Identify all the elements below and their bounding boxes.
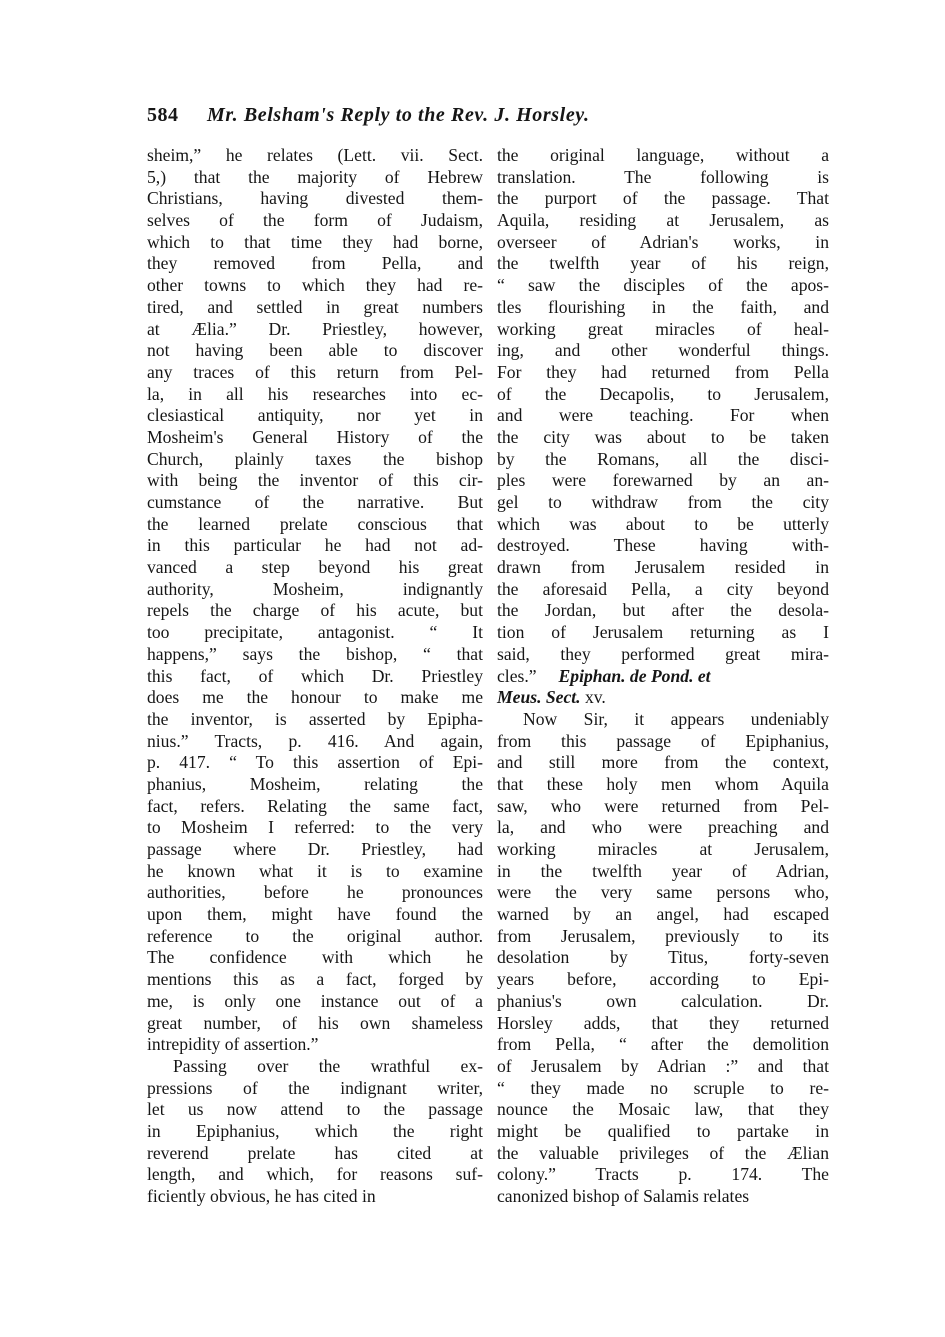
text-line: were the very same persons who, <box>497 882 829 903</box>
text-line: Aquila, residing at Jerusalem, as <box>497 210 829 231</box>
text-line: might be qualified to partake in <box>497 1120 829 1141</box>
text-line: phanius, Mosheim, relating the <box>147 773 483 794</box>
left-column <box>147 145 483 1208</box>
text-line: of the Decapolis, to Jerusalem, <box>497 383 829 404</box>
text-line: Mosheim's General History of the <box>147 426 483 447</box>
text-line: For they had returned from Pella <box>497 361 829 382</box>
text-line: clesiastical antiquity, nor yet in <box>147 405 483 426</box>
text-line: selves of the form of Judaism, <box>147 210 483 231</box>
text-line: length, and which, for reasons suf- <box>147 1164 483 1185</box>
text-line: Christians, having divested them- <box>147 188 483 209</box>
text-line: cles.” Epiphan. de Pond. et <box>497 665 711 686</box>
text-line: Now Sir, it appears undeniably <box>523 708 829 729</box>
text-line: la, in all his researches into ec- <box>147 383 483 404</box>
text-line: reverend prelate has cited at <box>147 1142 483 1163</box>
text-line: in the twelfth year of Adrian, <box>497 860 829 881</box>
text-line: fact, refers. Relating the same fact, <box>147 795 483 816</box>
text-line: from Jerusalem, previously to its <box>497 925 829 946</box>
text-line: at Ælia.” Dr. Priestley, however, <box>147 318 483 339</box>
text-line: saw, who were returned from Pel- <box>497 795 829 816</box>
text-line: ples were forewarned by an an- <box>497 470 829 491</box>
text-line: nounce the Mosaic law, that they <box>497 1099 829 1120</box>
text-line: to Mosheim I referred: to the very <box>147 817 483 838</box>
text-line: other towns to which they had re- <box>147 275 483 296</box>
text-line: that these holy men whom Aquila <box>497 773 829 794</box>
text-line: from Pella, “ after the demolition <box>497 1034 829 1055</box>
text-line: vanced a step beyond his great <box>147 557 483 578</box>
text-line: and still more from the context, <box>497 752 829 773</box>
text-line: 5,) that the majority of Hebrew <box>147 166 483 187</box>
text-line: happens,” says the bishop, “ that <box>147 643 483 664</box>
text-line: any traces of this return from Pel- <box>147 361 483 382</box>
running-header <box>147 104 827 130</box>
text-line: not having been able to discover <box>147 340 483 361</box>
text-line: ficiently obvious, he has cited in <box>147 1186 376 1206</box>
text-line: let us now attend to the passage <box>147 1099 483 1120</box>
text-line: the learned prelate conscious that <box>147 513 483 534</box>
text-line: the twelfth year of his reign, <box>497 253 829 274</box>
text-line: sheim,” he relates (Lett. vii. Sect. <box>147 145 483 165</box>
text-line: tired, and settled in great numbers <box>147 296 483 317</box>
text-line: canonized bishop of Salamis relates <box>497 1186 750 1206</box>
text-line: the original language, without a <box>497 145 829 165</box>
text-line: and were teaching. For when <box>497 405 829 426</box>
text-line: with being the inventor of this cir- <box>147 470 483 491</box>
text-line: Passing over the wrathful ex- <box>173 1055 483 1076</box>
text-line: “ they made no scruple to re- <box>497 1077 829 1098</box>
text-line: nius.” Tracts, p. 416. And again, <box>147 730 483 751</box>
text-line: authorities, before he pronounces <box>147 882 483 903</box>
text-line: this fact, of which Dr. Priestley <box>147 665 483 686</box>
text-line: working miracles at Jerusalem, <box>497 839 829 859</box>
text-line: which was about to be utterly <box>497 513 829 534</box>
text-line: the valuable privileges of the Ælian <box>497 1142 829 1163</box>
text-line: repels the charge of his acute, but <box>147 600 483 621</box>
text-line: in this particular he had not ad- <box>147 535 483 556</box>
text-line: overseer of Adrian's works, in <box>497 231 829 252</box>
text-line: the inventor, is asserted by Epipha- <box>147 708 483 729</box>
text-line: warned by an angel, had escaped <box>497 904 829 925</box>
text-line: desolation by Titus, forty-seven <box>497 947 829 968</box>
text-line: Meus. Sect. xv. <box>497 687 606 708</box>
text-line: does me the honour to make me <box>147 687 483 708</box>
text-line: they removed from Pella, and <box>147 253 483 274</box>
text-line: destroyed. These having with- <box>497 535 829 556</box>
right-column <box>497 145 829 1208</box>
text-line: pressions of the indignant writer, <box>147 1077 483 1098</box>
text-line: cumstance of the narrative. But <box>147 492 483 512</box>
text-line: upon them, might have found the <box>147 904 483 925</box>
text-line: p. 417. “ To this assertion of Epi- <box>147 752 483 773</box>
text-line: mentions this as a fact, forged by <box>147 969 483 990</box>
text-line: the Jordan, but after the desola- <box>497 600 829 621</box>
text-line: by the Romans, all the disci- <box>497 448 829 469</box>
text-line: colony.” Tracts p. 174. The <box>497 1164 829 1185</box>
text-line: Horsley adds, that they returned <box>497 1012 829 1033</box>
text-line: reference to the original author. <box>147 925 483 946</box>
text-line: “ saw the disciples of the apos- <box>497 275 829 296</box>
text-line: authority, Mosheim, indignantly <box>147 578 483 599</box>
text-line: The confidence with which he <box>147 947 483 968</box>
citation-italic: Epiphan. de Pond. et <box>536 665 711 686</box>
text-line: tles flourishing in the faith, and <box>497 296 829 317</box>
text-line: la, and who were preaching and <box>497 817 829 838</box>
text-line: the aforesaid Pella, a city beyond <box>497 578 829 599</box>
text-line: he known what it is to examine <box>147 860 483 881</box>
text-line: ing, and other wonderful things. <box>497 340 829 361</box>
text-line: years before, according to Epi- <box>497 969 829 990</box>
text-line: in Epiphanius, which the right <box>147 1120 483 1141</box>
text-line: translation. The following is <box>497 166 829 187</box>
citation-italic-cont: Meus. Sect. <box>497 687 581 708</box>
text-line: passage where Dr. Priestley, had <box>147 839 483 859</box>
text-line: too precipitate, antagonist. “ It <box>147 622 483 643</box>
text-line: me, is only one instance out of a <box>147 990 483 1011</box>
text-line: the purport of the passage. That <box>497 188 829 209</box>
running-title: Mr. Belsham's Reply to the Rev. J. Horsley. <box>207 104 590 126</box>
text-line: Church, plainly taxes the bishop <box>147 448 483 469</box>
text-line: working great miracles of heal- <box>497 318 829 339</box>
page-number: 584 <box>147 104 179 126</box>
text-line: drawn from Jerusalem resided in <box>497 557 829 578</box>
text-line: said, they performed great mira- <box>497 643 829 664</box>
text-line: great number, of his own shameless <box>147 1012 483 1033</box>
text-line: tion of Jerusalem returning as I <box>497 622 829 643</box>
text-line: from this passage of Epiphanius, <box>497 730 829 751</box>
text-line: which to that time they had borne, <box>147 231 483 252</box>
text-line: gel to withdraw from the city <box>497 492 829 512</box>
text-line: phanius's own calculation. Dr. <box>497 990 829 1011</box>
text-line: intrepidity of assertion.” <box>147 1034 319 1055</box>
text-line: the city was about to be taken <box>497 426 829 447</box>
text-line: of Jerusalem by Adrian :” and that <box>497 1055 829 1076</box>
